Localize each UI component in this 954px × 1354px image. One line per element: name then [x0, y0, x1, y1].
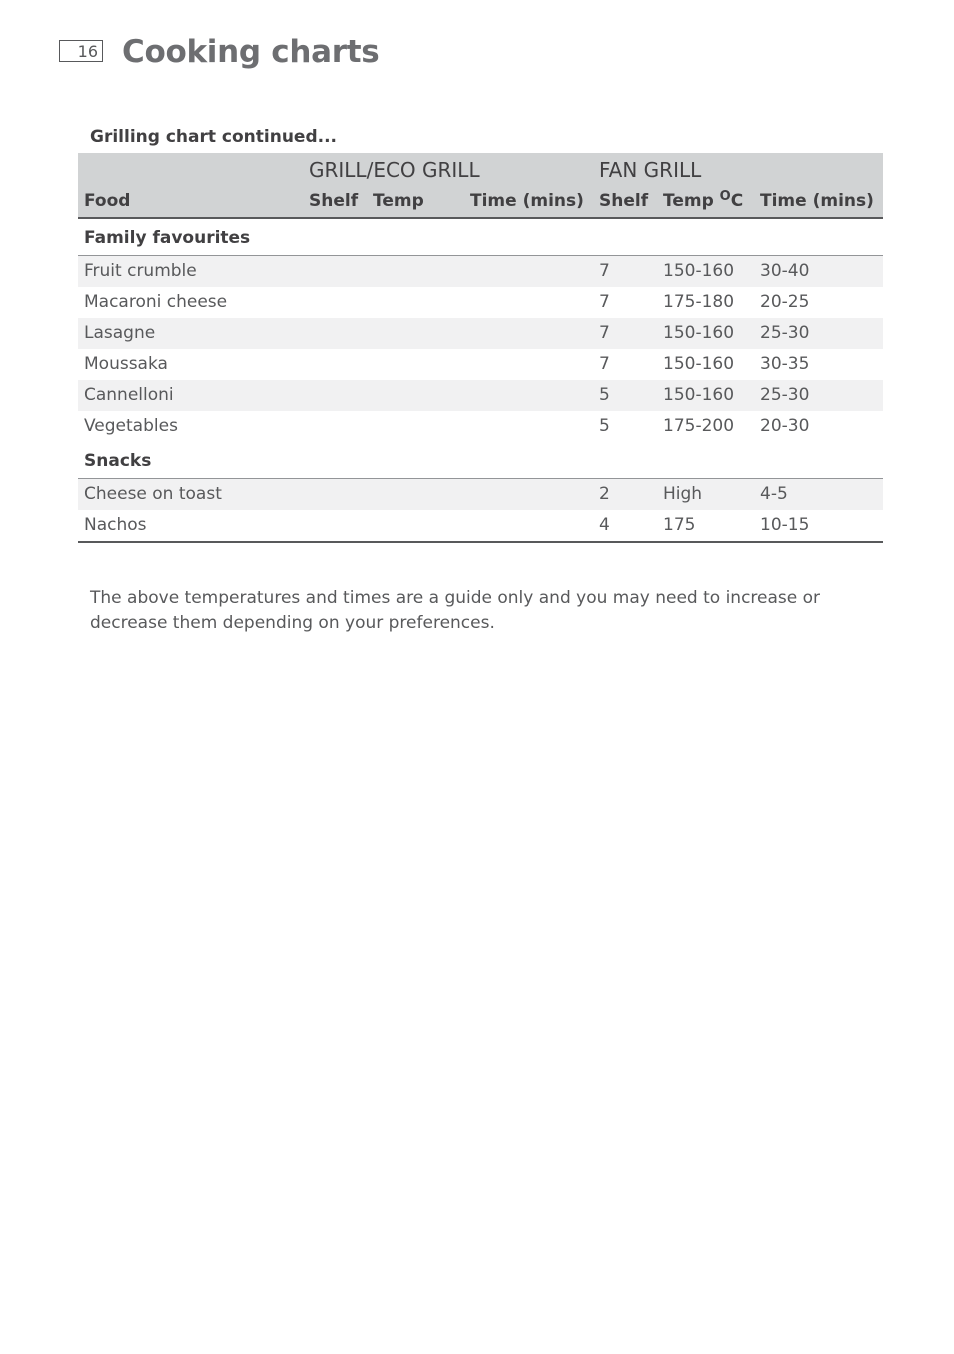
cell-fan-time: 20-30	[760, 416, 810, 436]
chart-subtitle: Grilling chart continued...	[90, 127, 338, 147]
table-row	[78, 287, 883, 318]
cell-food: Macaroni cheese	[84, 292, 228, 312]
table-header	[78, 153, 883, 219]
table-row	[78, 411, 883, 442]
cell-fan-shelf: 7	[599, 323, 610, 343]
degree-symbol: O	[719, 189, 731, 204]
cell-fan-temp: 175-200	[663, 416, 735, 436]
section-title: Snacks	[84, 451, 152, 471]
cell-fan-time: 25-30	[760, 323, 810, 343]
column-header-fan-shelf: Shelf	[599, 191, 649, 211]
column-header-food: Food	[84, 191, 131, 211]
page-number: 16	[59, 40, 103, 62]
cell-fan-time: 10-15	[760, 515, 810, 535]
section-header	[78, 219, 883, 256]
cell-fan-shelf: 7	[599, 292, 610, 312]
table-row	[78, 479, 883, 510]
cell-fan-temp: 175-180	[663, 292, 735, 312]
table-row	[78, 318, 883, 349]
guide-note: The above temperatures and times are a guide only and you may need to increase or decrease them depending on your preferences.	[90, 588, 821, 633]
cell-food: Cannelloni	[84, 385, 174, 405]
cell-food: Moussaka	[84, 354, 168, 374]
column-header-grill-time: Time (mins)	[470, 191, 584, 211]
table-row	[78, 256, 883, 287]
cell-fan-time: 20-25	[760, 292, 810, 312]
column-header-grill-temp: Temp	[373, 191, 424, 211]
table-bottom-rule	[78, 541, 883, 543]
fan-temp-unit: C	[730, 191, 744, 211]
cell-fan-temp: 150-160	[663, 323, 735, 343]
cell-fan-temp: 175	[663, 515, 696, 535]
section-header	[78, 442, 883, 479]
cell-fan-time: 30-40	[760, 261, 810, 281]
cell-fan-shelf: 7	[599, 354, 610, 374]
cell-food: Nachos	[84, 515, 147, 535]
table-body	[78, 219, 883, 541]
cell-fan-time: 4-5	[760, 484, 788, 504]
cell-fan-time: 30-35	[760, 354, 810, 374]
cell-food: Fruit crumble	[84, 261, 197, 281]
cell-food: Cheese on toast	[84, 484, 222, 504]
table-row	[78, 349, 883, 380]
cell-fan-temp: 150-160	[663, 385, 735, 405]
column-header-grill-shelf: Shelf	[309, 191, 359, 211]
cell-fan-shelf: 7	[599, 261, 610, 281]
cell-food: Vegetables	[84, 416, 178, 436]
table-row	[78, 380, 883, 411]
table-row	[78, 510, 883, 541]
page-title: Cooking charts	[122, 34, 380, 70]
fan-temp-label: Temp	[663, 191, 720, 211]
cell-fan-shelf: 5	[599, 385, 610, 405]
cell-fan-shelf: 2	[599, 484, 610, 504]
group-header-grill: GRILL/ECO GRILL	[309, 158, 480, 182]
cell-fan-temp: High	[663, 484, 703, 504]
cell-fan-time: 25-30	[760, 385, 810, 405]
group-header-fan-grill: FAN GRILL	[599, 158, 702, 182]
section-title: Family favourites	[84, 228, 251, 248]
cell-fan-shelf: 4	[599, 515, 610, 535]
column-header-fan-temp	[663, 190, 743, 212]
cell-fan-temp: 150-160	[663, 354, 735, 374]
grilling-chart-table	[78, 153, 883, 543]
column-header-fan-time: Time (mins)	[760, 191, 874, 211]
cell-food: Lasagne	[84, 323, 156, 343]
cell-fan-shelf: 5	[599, 416, 610, 436]
cell-fan-temp: 150-160	[663, 261, 735, 281]
